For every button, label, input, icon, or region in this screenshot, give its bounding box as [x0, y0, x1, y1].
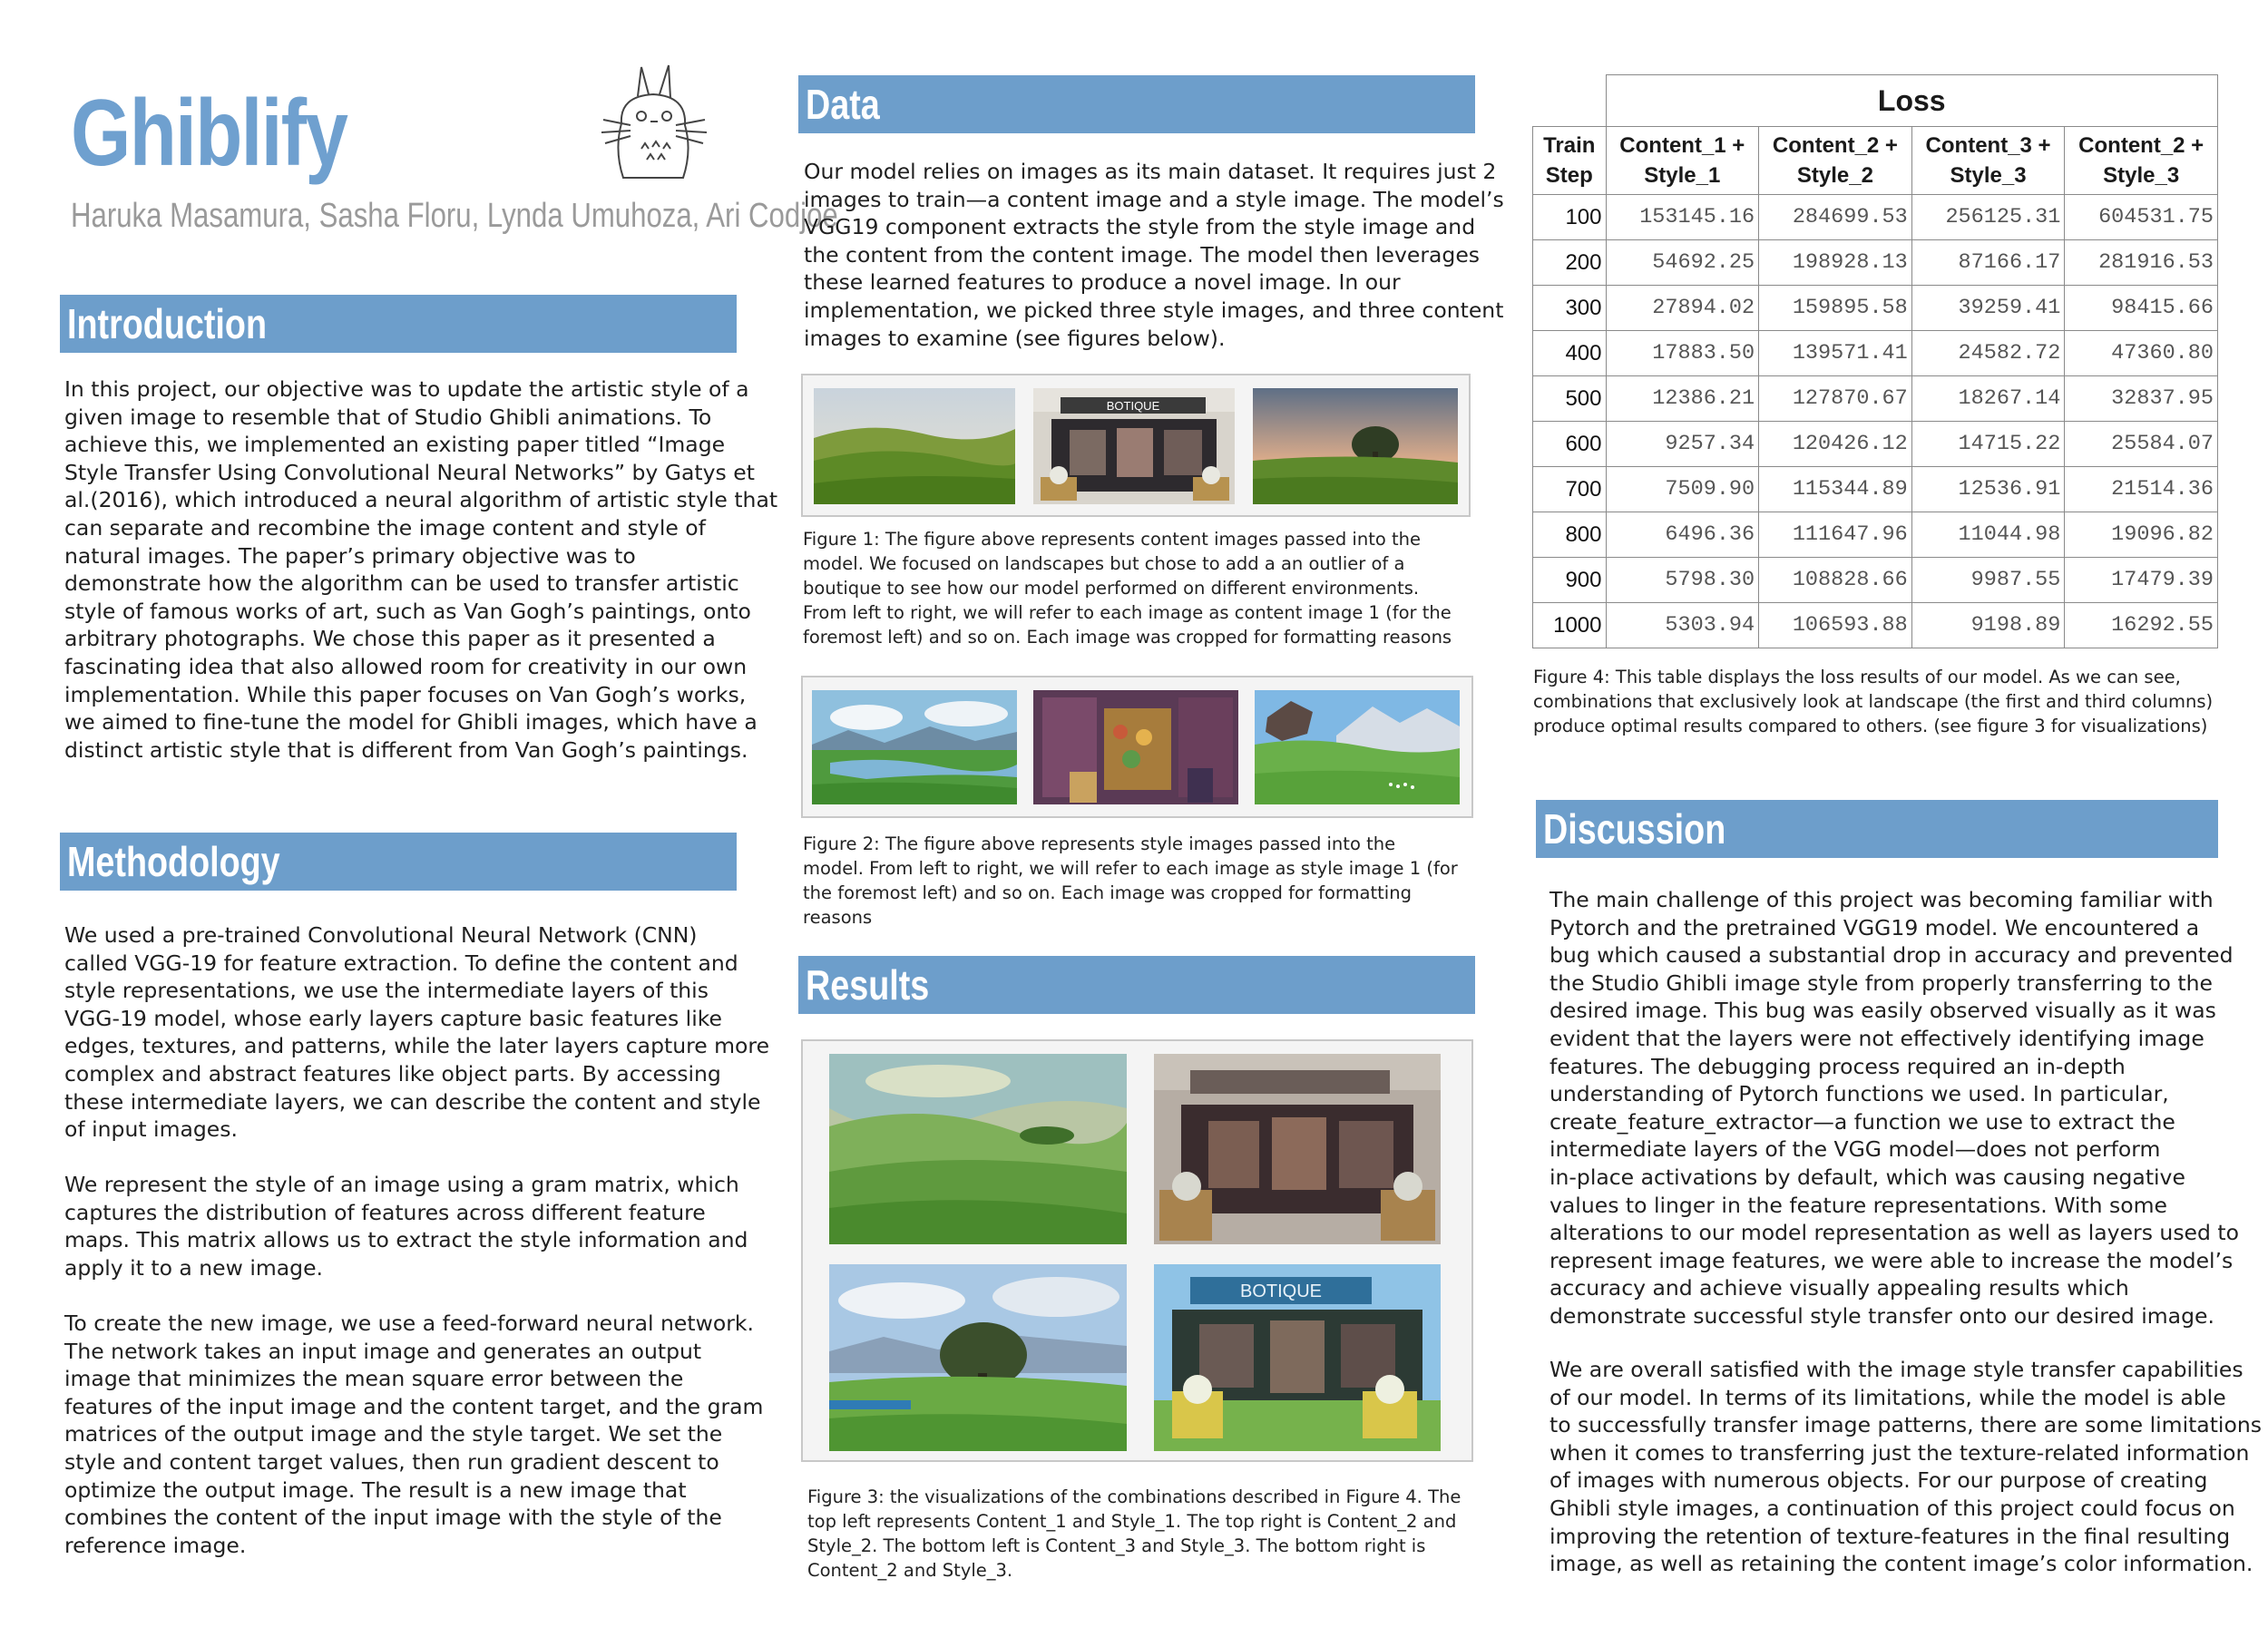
result-content2-style3 [1154, 1264, 1441, 1451]
table-row [1533, 558, 2218, 603]
text-line: images to train—a content image and a style image. The model’s [804, 186, 1504, 212]
loss-value-cell: 159895.58 [1759, 286, 1912, 331]
column-header-line: Style_2 [1796, 163, 1873, 188]
text-line: To create the new image, we use a feed-forward neural network. [64, 1311, 754, 1336]
results-heading: Results [798, 956, 1475, 1014]
loss-value-cell: 54692.25 [1606, 240, 1759, 286]
loss-value-cell: 604531.75 [2065, 195, 2218, 240]
style-image-2 [1033, 690, 1238, 804]
column-header [2065, 127, 2218, 195]
loss-value-cell: 16292.55 [2065, 603, 2218, 648]
text-line: can separate and recombine the image content and style of [64, 514, 706, 541]
column-header-line: Content_2 + [2078, 133, 2204, 158]
column-header-line: Style_3 [2103, 163, 2180, 188]
train-step-cell: 900 [1533, 558, 1607, 603]
text-line: combines the content of the input image with the style of the [64, 1505, 722, 1531]
text-line: fascinating idea that also allowed room for creativity in our own [64, 653, 748, 679]
methodology-paragraph-3 [64, 1310, 764, 1559]
loss-value-cell: 106593.88 [1759, 603, 1912, 648]
text-line: style representations, we use the intermediate layers of this [64, 978, 709, 1004]
loss-value-cell: 281916.53 [2065, 240, 2218, 286]
data-heading: Data [798, 75, 1475, 133]
introduction-heading: Introduction [60, 295, 737, 353]
loss-value-cell: 19096.82 [2065, 512, 2218, 558]
loss-value-cell: 25584.07 [2065, 422, 2218, 467]
text-line: Style Transfer Using Convolutional Neural Networks” by Gatys et [64, 459, 755, 485]
text-line: given image to resemble that of Studio Ghibli animations. To [64, 404, 712, 430]
caption-line: model. We focused on landscapes but chose to add a an outlier of a [803, 553, 1405, 574]
loss-value-cell: 47360.80 [2065, 331, 2218, 376]
train-step-cell: 400 [1533, 331, 1607, 376]
loss-value-cell: 6496.36 [1606, 512, 1759, 558]
loss-value-cell: 14715.22 [1911, 422, 2065, 467]
caption-line: produce optimal results compared to others. (see figure 3 for visualizations) [1533, 716, 2208, 736]
author-list: Haruka Masamura, Sasha Floru, Lynda Umuhoza, Ari Codjoe [71, 197, 838, 235]
loss-value-cell: 17883.50 [1606, 331, 1759, 376]
loss-value-cell: 7509.90 [1606, 467, 1759, 512]
train-step-cell: 700 [1533, 467, 1607, 512]
loss-value-cell: 153145.16 [1606, 195, 1759, 240]
text-line: Pytorch and the pretrained VGG19 model. We encountered a [1549, 914, 2200, 940]
figure-1-caption [803, 527, 1474, 649]
caption-line: Content_2 and Style_3. [807, 1560, 1013, 1581]
table-row [1533, 240, 2218, 286]
text-line: understanding of Pytorch functions we used. In particular, [1549, 1081, 2169, 1107]
table-row [1533, 467, 2218, 512]
column-header-line: Style_3 [1950, 163, 2027, 188]
loss-value-cell: 9198.89 [1911, 603, 2065, 648]
text-line: Ghibli style images, a continuation of this project could focus on [1549, 1495, 2235, 1521]
caption-line: top left represents Content_1 and Style_1. The top right is Content_2 and [807, 1511, 1457, 1532]
table-row [1533, 286, 2218, 331]
figure-3-results [801, 1039, 1473, 1462]
loss-value-cell: 111647.96 [1759, 512, 1912, 558]
train-step-cell: 100 [1533, 195, 1607, 240]
loss-table-header-row [1533, 127, 2218, 195]
caption-line: combinations that exclusively look at landscape (the first and third columns) [1533, 691, 2214, 712]
text-line: features of the input image and the content target, and the gram [64, 1393, 764, 1419]
result-content2-style2 [1154, 1054, 1441, 1244]
text-line: the Studio Ghibli image style from properly transferring to the [1549, 970, 2213, 996]
loss-value-cell: 198928.13 [1759, 240, 1912, 286]
text-line: to successfully transfer image patterns, there are some limitations [1549, 1412, 2262, 1438]
caption-line: Figure 3: the visualizations of the combinations described in Figure 4. The [807, 1486, 1461, 1507]
loss-value-cell: 98415.66 [2065, 286, 2218, 331]
column-header-line: Content_2 + [1772, 133, 1898, 158]
text-line: image that minimizes the mean square error between the [64, 1366, 684, 1392]
text-line: The network takes an input image and generates an output [64, 1338, 702, 1364]
text-line: VGG19 component extracts the style from the style image and [804, 214, 1476, 240]
column-header-line: Content_1 + [1619, 133, 1745, 158]
discussion-paragraph-2 [1549, 1356, 2262, 1578]
caption-line: From left to right, we will refer to each image as content image 1 (for the [803, 602, 1452, 623]
loss-value-cell: 5303.94 [1606, 603, 1759, 648]
table-row [1533, 603, 2218, 648]
poster-title: Ghiblify [71, 81, 347, 186]
loss-value-cell: 32837.95 [2065, 376, 2218, 422]
column-header-line: Step [1545, 163, 1593, 188]
text-line: complex and abstract features like object parts. By accessing [64, 1060, 721, 1086]
text-line: called VGG-19 for feature extraction. To define the content and [64, 950, 738, 976]
text-line: evident that the layers were not effectively identifying image [1549, 1025, 2204, 1051]
introduction-text [64, 375, 778, 764]
loss-value-cell: 87166.17 [1911, 240, 2065, 286]
methodology-heading: Methodology [60, 833, 737, 891]
text-line: represent image features, we were able to increase the model’s [1549, 1247, 2234, 1273]
text-line: style of famous works of art, such as Van Gogh’s paintings, onto [64, 598, 751, 624]
text-line: demonstrate how the algorithm can be used to transfer artistic [64, 570, 739, 597]
caption-line: Figure 2: The figure above represents style images passed into the [803, 833, 1396, 854]
caption-line: reasons [803, 907, 873, 928]
loss-value-cell: 39259.41 [1911, 286, 2065, 331]
caption-line: Figure 1: The figure above represents content images passed into the [803, 529, 1421, 550]
column-header-line: Train [1543, 133, 1596, 158]
result-shop-sign-text: BOTIQUE [1239, 1281, 1323, 1301]
caption-line: Figure 4: This table displays the loss results of our model. As we can see, [1533, 667, 2181, 687]
methodology-paragraph-2 [64, 1171, 748, 1281]
text-line: matrices of the output image and the style target. We set the [64, 1421, 723, 1447]
train-step-cell: 200 [1533, 240, 1607, 286]
text-line: alterations to our model representation as well as layers used to [1549, 1220, 2239, 1246]
text-line: Our model relies on images as its main dataset. It requires just 2 [804, 159, 1497, 184]
text-line: VGG-19 model, whose early layers capture basic features like [64, 1005, 722, 1031]
column-header [1533, 127, 1607, 195]
column-header [1911, 127, 2065, 195]
loss-value-cell: 5798.30 [1606, 558, 1759, 603]
column-header [1759, 127, 1912, 195]
style-image-3 [1255, 690, 1460, 804]
content-image-2 [1033, 388, 1235, 504]
loss-value-cell: 9987.55 [1911, 558, 2065, 603]
figure-2-style-images [801, 676, 1473, 818]
caption-line: boutique to see how our model performed on different environments. [803, 578, 1420, 599]
text-line: captures the distribution of features across different feature [64, 1199, 706, 1225]
column-header-line: Content_3 + [1925, 133, 2051, 158]
text-line: accuracy and achieve visually appealing results which [1549, 1275, 2129, 1301]
text-line: we aimed to fine-tune the model for Ghibli images, which have a [64, 709, 758, 736]
caption-line: the foremost left) and so on. Each image was cropped for formatting [803, 882, 1412, 903]
text-line: these learned features to produce a novel image. In our [804, 269, 1401, 296]
table-row [1533, 422, 2218, 467]
loss-table-title: Loss [1606, 75, 2218, 127]
loss-value-cell: 17479.39 [2065, 558, 2218, 603]
totoro-sketch-icon [585, 60, 721, 187]
text-line: style and content target values, then run gradient descent to [64, 1448, 719, 1475]
train-step-cell: 600 [1533, 422, 1607, 467]
text-line: values to linger in the feature representations. With some [1549, 1192, 2167, 1218]
text-line: create_feature_extractor—a function we use to extract the [1549, 1108, 2175, 1135]
loss-value-cell: 139571.41 [1759, 331, 1912, 376]
text-line: in-place activations by default, which was causing negative [1549, 1164, 2185, 1190]
loss-value-cell: 12536.91 [1911, 467, 2065, 512]
figure-3-caption [807, 1485, 1479, 1583]
loss-value-cell: 9257.34 [1606, 422, 1759, 467]
column-header [1606, 127, 1759, 195]
loss-value-cell: 120426.12 [1759, 422, 1912, 467]
text-line: natural images. The paper’s primary objective was to [64, 542, 636, 569]
loss-table [1532, 74, 2218, 648]
loss-value-cell: 284699.53 [1759, 195, 1912, 240]
text-line: implementation, we picked three style images, and three content [804, 297, 1504, 323]
text-line: of input images. [64, 1116, 238, 1143]
text-line: when it comes to transferring just the texture-related information [1549, 1439, 2250, 1466]
methodology-paragraph-1 [64, 921, 770, 1144]
discussion-paragraph-1 [1549, 886, 2239, 1330]
loss-value-cell: 24582.72 [1911, 331, 2065, 376]
text-line: images to examine (see figures below). [804, 325, 1226, 351]
train-step-cell: 1000 [1533, 603, 1607, 648]
text-line: In this project, our objective was to update the artistic style of a [64, 376, 749, 402]
loss-value-cell: 21514.36 [2065, 467, 2218, 512]
result-content1-style1 [829, 1054, 1127, 1244]
text-line: these intermediate layers, we can describe the content and style [64, 1088, 761, 1115]
text-line: distinct artistic style that is different from Van Gogh’s paintings. [64, 736, 748, 763]
shop-sign-text: BOTIQUE [1106, 399, 1160, 413]
text-line: intermediate layers of the VGG model—does not perform [1549, 1136, 2161, 1163]
result-content3-style3 [829, 1264, 1127, 1451]
content-image-1 [814, 388, 1015, 504]
text-line: achieve this, we implemented an existing paper titled “Image [64, 432, 726, 458]
train-step-cell: 300 [1533, 286, 1607, 331]
loss-value-cell: 108828.66 [1759, 558, 1912, 603]
caption-line: foremost left) and so on. Each image was cropped for formatting reasons [803, 627, 1452, 648]
loss-table-body [1533, 195, 2218, 648]
content-image-3 [1253, 388, 1458, 504]
loss-value-cell: 115344.89 [1759, 467, 1912, 512]
text-line: image, as well as retaining the content image’s color information. [1549, 1551, 2253, 1577]
text-line: apply it to a new image. [64, 1254, 323, 1281]
text-line: edges, textures, and patterns, while the later layers capture more [64, 1033, 770, 1059]
caption-line: Style_2. The bottom left is Content_3 and Style_3. The bottom right is [807, 1535, 1426, 1556]
train-step-cell: 500 [1533, 376, 1607, 422]
caption-line: model. From left to right, we will refer to each image as style image 1 (for [803, 858, 1458, 879]
text-line: of our model. In terms of its limitations, while the model is able [1549, 1384, 2226, 1410]
train-step-cell: 800 [1533, 512, 1607, 558]
loss-value-cell: 256125.31 [1911, 195, 2065, 240]
text-line: reference image. [64, 1532, 247, 1558]
discussion-heading: Discussion [1536, 800, 2218, 858]
data-text [804, 158, 1504, 352]
text-line: desired image. This bug was easily observed visually as it was [1549, 998, 2216, 1024]
loss-value-cell: 11044.98 [1911, 512, 2065, 558]
text-line: the content from the content image. The model then leverages [804, 241, 1481, 268]
loss-value-cell: 27894.02 [1606, 286, 1759, 331]
text-line: We are overall satisfied with the image style transfer capabilities [1549, 1357, 2244, 1382]
style-image-1 [812, 690, 1017, 804]
text-line: maps. This matrix allows us to extract the style information and [64, 1227, 748, 1253]
table-row [1533, 331, 2218, 376]
table-row [1533, 376, 2218, 422]
text-line: bug which caused a substantial drop in accuracy and prevented [1549, 942, 2234, 969]
loss-value-cell: 12386.21 [1606, 376, 1759, 422]
loss-value-cell: 18267.14 [1911, 376, 2065, 422]
text-line: arbitrary photographs. We chose this paper as it presented a [64, 626, 716, 652]
text-line: of images with numerous objects. For our purpose of creating [1549, 1467, 2208, 1494]
text-line: The main challenge of this project was becoming familiar with [1549, 887, 2214, 912]
text-line: We used a pre-trained Convolutional Neural Network (CNN) [64, 922, 698, 948]
text-line: implementation. While this paper focuses on Van Gogh’s works, [64, 681, 747, 707]
column-header-line: Style_1 [1644, 163, 1721, 188]
text-line: We represent the style of an image using a gram matrix, which [64, 1172, 739, 1197]
text-line: features. The debugging process required an in-depth [1549, 1053, 2126, 1079]
text-line: improving the retention of texture-features in the final resulting [1549, 1523, 2231, 1549]
figure-1-content-images [801, 374, 1471, 517]
figure-2-caption [803, 832, 1474, 930]
table-corner [1533, 75, 1607, 127]
loss-value-cell: 127870.67 [1759, 376, 1912, 422]
text-line: optimize the output image. The result is a new image that [64, 1476, 687, 1503]
text-line: demonstrate successful style transfer onto our desired image. [1549, 1302, 2214, 1329]
text-line: al.(2016), which introduced a neural algorithm of artistic style that [64, 487, 778, 513]
table-row [1533, 195, 2218, 240]
figure-4-caption [1533, 665, 2223, 738]
table-row [1533, 512, 2218, 558]
